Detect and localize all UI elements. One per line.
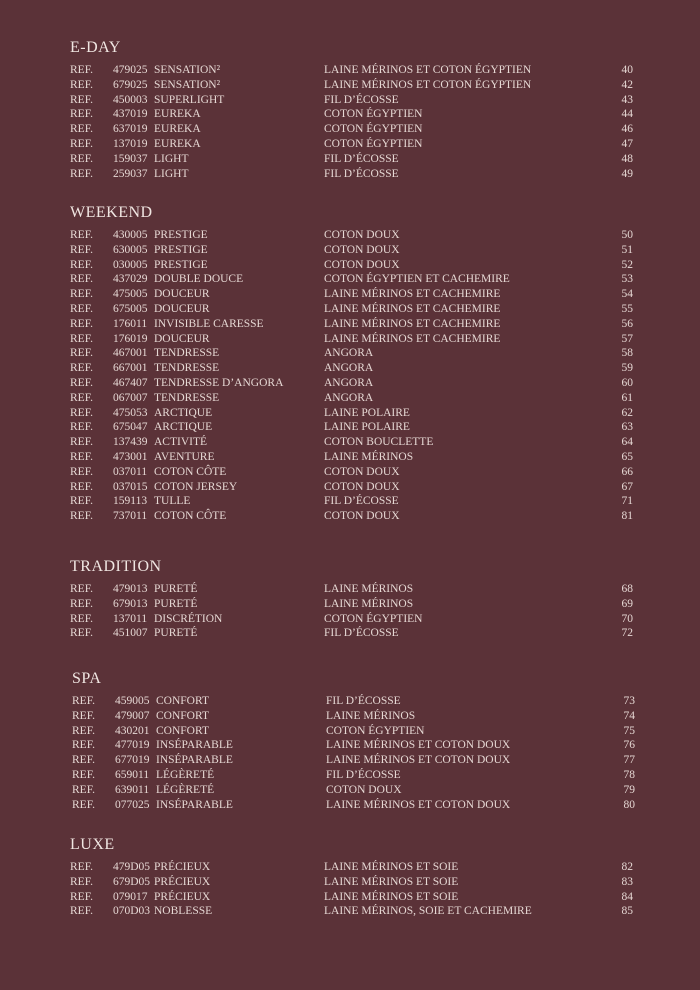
product-code: 675005 [113,302,148,315]
product-name: CONFORT [156,724,209,737]
product-name: INSÉPARABLE [156,739,233,752]
product-list [72,694,642,812]
ref-label: REF. [70,347,94,360]
product-name: ARCTIQUE [154,406,213,419]
product-row [70,904,640,919]
page-number: 84 [621,890,633,903]
product-code: 077025 [115,798,150,811]
product-row [70,875,640,890]
product-name: SENSATION² [154,78,221,91]
product-row [70,582,640,597]
product-material: LAINE POLAIRE [324,421,410,434]
product-material: COTON ÉGYPTIEN [324,612,423,625]
page-number: 70 [621,612,633,625]
product-code: 675047 [113,421,148,434]
ref-label: REF. [70,332,94,345]
ref-label: REF. [70,258,94,271]
product-code: 137439 [113,436,148,449]
product-name: EUREKA [154,123,201,136]
page-number: 42 [621,78,633,91]
product-material: COTON DOUX [324,465,400,478]
ref-label: REF. [70,64,94,76]
product-name: EUREKA [154,108,201,121]
ref-label: REF. [70,495,94,508]
product-material: COTON DOUX [324,480,400,493]
ref-label: REF. [70,317,94,330]
product-row [70,332,640,347]
product-name: DOUBLE DOUCE [154,273,244,286]
page-number: 49 [621,167,633,180]
product-material: LAINE MÉRINOS ET COTON DOUX [326,754,511,767]
ref-label: REF. [70,875,94,888]
page-number: 83 [621,875,633,888]
page-number: 54 [621,288,633,301]
product-row [70,302,640,317]
product-name: LÉGÈRETÉ [156,783,215,796]
page-number: 81 [621,510,633,523]
product-code: 473001 [113,450,148,463]
product-list [70,860,640,919]
ref-label: REF. [70,123,94,136]
page-number: 55 [621,302,633,315]
page-number: 80 [623,798,635,811]
page-number: 52 [621,258,633,271]
product-list [70,63,640,181]
product-row [70,890,640,905]
section-e-day [70,37,640,181]
product-name: INSÉPARABLE [156,798,233,811]
product-name: TENDRESSE [154,347,220,360]
product-name: PRÉCIEUX [154,875,211,888]
product-code: 079017 [113,890,148,903]
product-code: 137011 [113,612,148,625]
product-material: FIL D’ÉCOSSE [326,768,401,781]
page-number: 62 [621,406,633,419]
ref-label: REF. [72,695,96,707]
page-number: 57 [621,332,633,345]
product-row [70,317,640,332]
product-row [70,107,640,122]
ref-label: REF. [70,450,94,463]
product-material: LAINE MÉRINOS ET SOIE [324,861,459,873]
ref-label: REF. [70,152,94,165]
page-number: 71 [621,495,633,508]
page-number: 64 [621,436,633,449]
product-code: 450003 [113,93,148,106]
product-code: 030005 [113,258,148,271]
product-code: 037011 [113,465,148,478]
product-material: FIL D’ÉCOSSE [324,93,399,106]
ref-label: REF. [70,597,94,610]
page-number: 69 [621,597,633,610]
product-code: 475005 [113,288,148,301]
product-code: 430201 [115,724,150,737]
ref-label: REF. [70,243,94,256]
ref-label: REF. [70,861,94,873]
section-spa [72,668,642,812]
product-row [70,494,640,509]
page-number: 59 [621,362,633,375]
product-row [70,167,640,182]
product-code: 679025 [113,78,148,91]
product-row [70,420,640,435]
product-row [70,243,640,258]
product-material: LAINE MÉRINOS ET CACHEMIRE [324,288,501,301]
product-name: ARCTIQUE [154,421,213,434]
product-name: EUREKA [154,137,201,150]
product-material: COTON ÉGYPTIEN [324,108,423,121]
product-material: FIL D’ÉCOSSE [324,627,399,640]
product-code: 679D05 [113,875,151,888]
ref-label: REF. [70,137,94,150]
product-name: PURETÉ [154,627,198,640]
product-name: NOBLESSE [154,905,213,918]
product-material: LAINE MÉRINOS ET CACHEMIRE [324,317,501,330]
product-name: AVENTURE [154,450,215,463]
page-number: 44 [621,108,633,121]
product-material: COTON DOUX [324,243,400,256]
product-code: 037015 [113,480,148,493]
ref-label: REF. [70,108,94,121]
product-material: FIL D’ÉCOSSE [326,695,401,707]
product-name: PRÉCIEUX [154,890,211,903]
ref-label: REF. [70,273,94,286]
ref-label: REF. [70,167,94,180]
product-name: LIGHT [154,152,189,165]
product-material: LAINE POLAIRE [324,406,410,419]
product-row [72,783,642,798]
product-material: COTON DOUX [326,783,402,796]
product-name: PURETÉ [154,597,198,610]
page-number: 67 [621,480,633,493]
ref-label: REF. [70,436,94,449]
product-name: DOUCEUR [154,302,210,315]
page-number: 40 [621,64,633,76]
product-row [72,768,642,783]
product-row [70,597,640,612]
section-title: TRADITION [70,558,162,575]
ref-label: REF. [70,78,94,91]
product-code: 479D05 [113,861,151,873]
product-material: LAINE MÉRINOS ET CACHEMIRE [324,302,501,315]
product-material: LAINE MÉRINOS ET COTON ÉGYPTIEN [324,78,532,91]
ref-label: REF. [70,302,94,315]
ref-label: REF. [72,739,96,752]
page-number: 50 [621,229,633,241]
product-row [70,450,640,465]
product-name: COTON CÔTE [154,465,227,478]
product-name: PRESTIGE [154,243,208,256]
product-code: 176019 [113,332,148,345]
product-name: INVISIBLE CARESSE [154,317,264,330]
product-name: TENDRESSE [154,391,220,404]
section-tradition [70,556,640,641]
product-row [70,435,640,450]
product-code: 477019 [115,739,150,752]
page-number: 77 [623,754,635,767]
ref-label: REF. [70,890,94,903]
product-list [70,582,640,641]
product-row [70,626,640,641]
product-row [72,753,642,768]
product-material: LAINE MÉRINOS ET SOIE [324,875,459,888]
product-row [70,258,640,273]
ref-label: REF. [72,768,96,781]
product-name: DOUCEUR [154,288,210,301]
ref-label: REF. [72,709,96,722]
product-name: LÉGÈRETÉ [156,768,215,781]
product-name: PURETÉ [154,583,198,595]
product-row [70,78,640,93]
page-number: 72 [621,627,633,640]
product-material: COTON DOUX [324,510,400,523]
product-material: LAINE MÉRINOS ET CACHEMIRE [324,332,501,345]
page-number: 58 [621,347,633,360]
page-number: 73 [623,695,635,707]
product-name: DISCRÉTION [154,612,223,625]
ref-label: REF. [70,93,94,106]
product-code: 459005 [115,695,150,707]
product-row [70,272,640,287]
page-number: 78 [623,768,635,781]
product-code: 659011 [115,768,150,781]
product-code: 159037 [113,152,148,165]
product-code: 430005 [113,229,148,241]
product-code: 630005 [113,243,148,256]
section-title: SPA [72,670,102,687]
product-code: 637019 [113,123,148,136]
page-number: 74 [623,709,635,722]
product-row [70,228,640,243]
ref-label: REF. [70,480,94,493]
page-number: 66 [621,465,633,478]
product-code: 437029 [113,273,148,286]
product-code: 479025 [113,64,148,76]
page-number: 61 [621,391,633,404]
product-row [70,465,640,480]
section-title: E-DAY [70,39,121,56]
page-number: 43 [621,93,633,106]
page-number: 60 [621,376,633,389]
product-material: COTON ÉGYPTIEN [326,724,425,737]
page-number: 68 [621,583,633,595]
product-name: TULLE [154,495,191,508]
product-row [70,376,640,391]
product-material: ANGORA [324,391,374,404]
product-list [70,228,640,524]
product-code: 667001 [113,362,148,375]
product-name: SENSATION² [154,64,221,76]
product-name: CONFORT [156,709,209,722]
ref-label: REF. [70,362,94,375]
page-number: 46 [621,123,633,136]
page-number: 56 [621,317,633,330]
product-row [70,391,640,406]
section-luxe [70,834,640,919]
product-name: TENDRESSE D’ANGORA [154,376,284,389]
page-number: 47 [621,137,633,150]
product-code: 070D03 [113,905,151,918]
ref-label: REF. [70,229,94,241]
ref-label: REF. [70,510,94,523]
page-number: 48 [621,152,633,165]
product-material: LAINE MÉRINOS [324,597,414,610]
page-number: 76 [623,739,635,752]
product-code: 176011 [113,317,148,330]
product-material: LAINE MÉRINOS [324,450,414,463]
product-row [70,509,640,524]
product-row [70,480,640,495]
product-row [70,361,640,376]
ref-label: REF. [72,798,96,811]
ref-label: REF. [70,421,94,434]
product-row [70,122,640,137]
ref-label: REF. [70,465,94,478]
product-row [70,93,640,108]
product-name: COTON CÔTE [154,510,227,523]
section-title: WEEKEND [70,204,153,221]
product-material: LAINE MÉRINOS, SOIE ET CACHEMIRE [324,905,532,918]
product-code: 479007 [115,709,150,722]
ref-label: REF. [70,376,94,389]
product-name: COTON JERSEY [154,480,238,493]
product-code: 475053 [113,406,148,419]
product-material: LAINE MÉRINOS ET COTON DOUX [326,798,511,811]
product-row [70,137,640,152]
ref-label: REF. [70,583,94,595]
product-material: FIL D’ÉCOSSE [324,495,399,508]
ref-label: REF. [70,391,94,404]
product-material: COTON ÉGYPTIEN [324,137,423,150]
product-material: LAINE MÉRINOS ET COTON DOUX [326,739,511,752]
product-name: PRÉCIEUX [154,861,211,873]
product-code: 677019 [115,754,150,767]
product-material: ANGORA [324,347,374,360]
product-row [72,694,642,709]
page-number: 79 [623,783,635,796]
product-material: COTON ÉGYPTIEN [324,123,423,136]
ref-label: REF. [70,905,94,918]
product-row [70,612,640,627]
product-material: COTON BOUCLETTE [324,436,434,449]
page-number: 63 [621,421,633,434]
product-code: 067007 [113,391,148,404]
product-row [72,724,642,739]
product-code: 437019 [113,108,148,121]
product-row [72,798,642,813]
product-code: 259037 [113,167,148,180]
product-material: LAINE MÉRINOS [326,709,416,722]
page-number: 51 [621,243,633,256]
product-name: INSÉPARABLE [156,754,233,767]
ref-label: REF. [72,754,96,767]
ref-label: REF. [72,724,96,737]
product-row [70,152,640,167]
page-number: 85 [621,905,633,918]
product-code: 467407 [113,376,148,389]
section-title: LUXE [70,836,115,853]
product-material: COTON ÉGYPTIEN ET CACHEMIRE [324,273,510,286]
product-row [70,406,640,421]
product-material: COTON DOUX [324,258,400,271]
product-name: LIGHT [154,167,189,180]
product-material: LAINE MÉRINOS [324,583,414,595]
product-row [70,346,640,361]
product-material: LAINE MÉRINOS ET COTON ÉGYPTIEN [324,64,532,76]
product-name: PRESTIGE [154,229,208,241]
product-name: PRESTIGE [154,258,208,271]
page-number: 53 [621,273,633,286]
product-material: FIL D’ÉCOSSE [324,152,399,165]
page-number: 75 [623,724,635,737]
product-row [70,63,640,78]
product-material: COTON DOUX [324,229,400,241]
product-row [70,287,640,302]
ref-label: REF. [70,612,94,625]
page-number: 65 [621,450,633,463]
product-code: 137019 [113,137,148,150]
product-row [70,860,640,875]
ref-label: REF. [70,406,94,419]
product-code: 737011 [113,510,148,523]
product-name: DOUCEUR [154,332,210,345]
product-name: CONFORT [156,695,209,707]
product-name: ACTIVITÉ [154,436,208,449]
product-material: LAINE MÉRINOS ET SOIE [324,890,459,903]
ref-label: REF. [70,627,94,640]
product-code: 479013 [113,583,148,595]
section-weekend [70,202,640,524]
product-row [72,709,642,724]
product-code: 639011 [115,783,150,796]
page-number: 82 [621,861,633,873]
ref-label: REF. [70,288,94,301]
product-row [72,738,642,753]
product-code: 451007 [113,627,148,640]
product-material: ANGORA [324,362,374,375]
product-name: TENDRESSE [154,362,220,375]
product-name: SUPERLIGHT [154,93,225,106]
product-code: 679013 [113,597,148,610]
product-code: 159113 [113,495,148,508]
product-material: FIL D’ÉCOSSE [324,167,399,180]
product-code: 467001 [113,347,148,360]
ref-label: REF. [72,783,96,796]
product-material: ANGORA [324,376,374,389]
